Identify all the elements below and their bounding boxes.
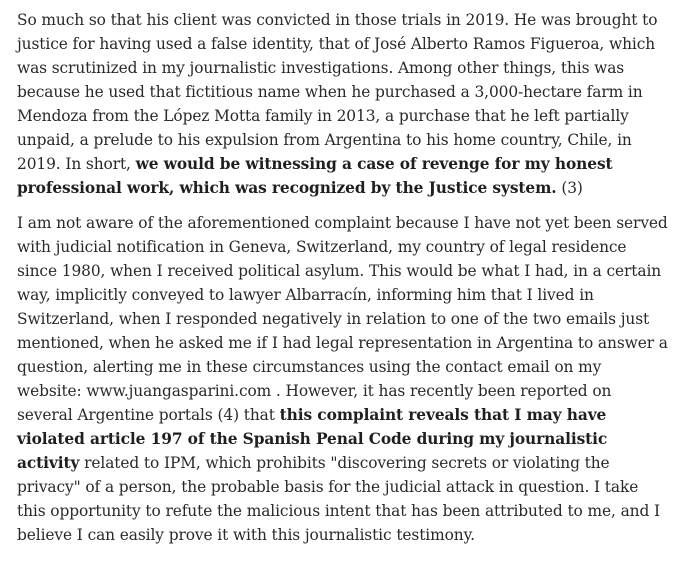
paragraph-2-bold: this complaint reveals that I may have violated article 197 of the Spanish Penal Code during my journalistic activity bbox=[17, 406, 608, 472]
paragraph-2-text: I am not aware of the aforementioned complaint because I have not yet been served with judicial notification in Geneva, Switzerland, my country of legal residence since 1980, when I received political asylum. This would be what I had, in a certain way, implicitly conveyed to lawyer Albarracín, informing him that I lived in Switzerland, when I responded negatively in relation to one of the two emails just mentioned, when he asked me if I had legal representation in Argentina to answer a question, alerting me in these circumstances using the contact email on my website: www.juangasparini.com . However, it has recently been reported on several Argentine portals (4) that bbox=[17, 214, 668, 424]
paragraph-1-bold: we would be witnessing a case of revenge for my honest professional work, which was recognized by the Justice system. bbox=[17, 155, 613, 197]
paragraph-2-tail: related to IPM, which prohibits "discovering secrets or violating the privacy" of a person, the probable basis for the judicial attack in question. I take this opportunity to refute the malicious intent that has been attributed to me, and I believe I can easily prove it with this journalistic testimony. bbox=[17, 454, 661, 544]
paragraph-1-tail: (3) bbox=[556, 179, 583, 197]
paragraph-1 bbox=[17, 8, 669, 200]
paragraph-1-text: So much so that his client was convicted in those trials in 2019. He was brought to justice for having used a false identity, that of José Alberto Ramos Figueroa, which was scrutinized in my journalistic investigations. Among other things, this was because he used that fictitious name when he purchased a 3,000-hectare farm in Mendoza from the López Motta family in 2013, a purchase that he left partially unpaid, a prelude to his expulsion from Argentina to his home country, Chile, in 2019. In short, bbox=[17, 11, 658, 173]
article-body bbox=[17, 8, 669, 558]
paragraph-2 bbox=[17, 211, 669, 547]
